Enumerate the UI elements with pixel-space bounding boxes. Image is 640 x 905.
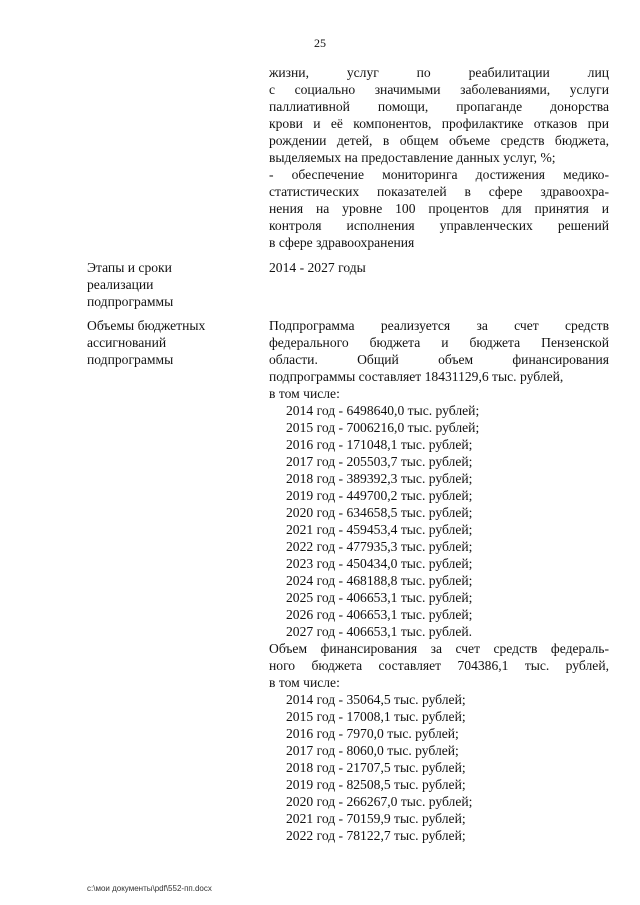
year-line: 2021 год - 459453,4 тыс. рублей; xyxy=(286,522,473,537)
year-line: 2014 год - 6498640,0 тыс. рублей; xyxy=(286,403,480,418)
text-line: подпрограммы составляет 18431129,6 тыс. рублей, xyxy=(269,369,564,384)
year-line: 2027 год - 406653,1 тыс. рублей. xyxy=(286,624,473,639)
year-line: 2022 год - 78122,7 тыс. рублей; xyxy=(286,828,466,843)
year-line: 2015 год - 7006216,0 тыс. рублей; xyxy=(286,420,480,435)
text-line: федерального бюджета и бюджета Пензенской xyxy=(269,335,609,350)
text-line: в том числе: xyxy=(269,386,340,401)
stages-value xyxy=(269,259,609,276)
year-line: 2021 год - 70159,9 тыс. рублей; xyxy=(286,811,466,826)
year-line: 2022 год - 477935,3 тыс. рублей; xyxy=(286,539,473,554)
year-line: 2015 год - 17008,1 тыс. рублей; xyxy=(286,709,466,724)
year-line: 2016 год - 171048,1 тыс. рублей; xyxy=(286,437,473,452)
text-line: 2014 - 2027 годы xyxy=(269,260,366,275)
label-line: подпрограммы xyxy=(87,294,174,309)
text-line: контроля исполнения управленческих решений xyxy=(269,218,609,233)
volumes-label xyxy=(87,317,247,368)
label-line: Этапы и сроки xyxy=(87,260,172,275)
text-line: с социально значимыми заболеваниями, услуги xyxy=(269,82,609,97)
year-line: 2025 год - 406653,1 тыс. рублей; xyxy=(286,590,473,605)
year-line: 2017 год - 8060,0 тыс. рублей; xyxy=(286,743,459,758)
label-line: реализации xyxy=(87,277,154,292)
year-line: 2019 год - 82508,5 тыс. рублей; xyxy=(286,777,466,792)
text-line: нения на уровне 100 процентов для принятия и xyxy=(269,201,609,216)
continuation-text xyxy=(269,64,609,251)
year-line: 2014 год - 35064,5 тыс. рублей; xyxy=(286,692,466,707)
text-line: паллиативной помощи, пропаганде донорства xyxy=(269,99,609,114)
text-line: ного бюджета составляет 704386,1 тыс. рублей, xyxy=(269,658,609,673)
year-line: 2026 год - 406653,1 тыс. рублей; xyxy=(286,607,473,622)
year-line: 2020 год - 266267,0 тыс. рублей; xyxy=(286,794,473,809)
year-line: 2023 год - 450434,0 тыс. рублей; xyxy=(286,556,473,571)
text-line: в сфере здравоохранения xyxy=(269,235,415,250)
text-line: рождении детей, в общем объеме средств бюджета, xyxy=(269,133,609,148)
year-line: 2018 год - 21707,5 тыс. рублей; xyxy=(286,760,466,775)
label-line: Объемы бюджетных xyxy=(87,318,206,333)
year-line: 2019 год - 449700,2 тыс. рублей; xyxy=(286,488,473,503)
text-line: выделяемых на предоставление данных услуг, %; xyxy=(269,150,556,165)
text-line: крови и её компонентов, профилактике отказов при xyxy=(269,116,609,131)
text-line: области. Общий объем финансирования xyxy=(269,352,609,367)
footer-file-path: c:\мои документы\pdf\552-пп.docx xyxy=(87,884,212,893)
label-line: ассигнований xyxy=(87,335,167,350)
label-line: подпрограммы xyxy=(87,352,174,367)
stages-label xyxy=(87,259,247,310)
year-line: 2024 год - 468188,8 тыс. рублей; xyxy=(286,573,473,588)
text-line: в том числе: xyxy=(269,675,340,690)
text-line: статистических показателей в сфере здравоохра- xyxy=(269,184,609,199)
text-line: жизни, услуг по реабилитации лиц xyxy=(269,65,609,80)
text-line: - обеспечение мониторинга достижения медико- xyxy=(269,167,609,182)
year-line: 2016 год - 7970,0 тыс. рублей; xyxy=(286,726,459,741)
text-line: Объем финансирования за счет средств федераль- xyxy=(269,641,609,656)
year-line: 2020 год - 634658,5 тыс. рублей; xyxy=(286,505,473,520)
volumes-value xyxy=(269,317,609,844)
year-line: 2017 год - 205503,7 тыс. рублей; xyxy=(286,454,473,469)
page-number: 25 xyxy=(314,36,326,50)
year-line: 2018 год - 389392,3 тыс. рублей; xyxy=(286,471,473,486)
text-line: Подпрограмма реализуется за счет средств xyxy=(269,318,609,333)
